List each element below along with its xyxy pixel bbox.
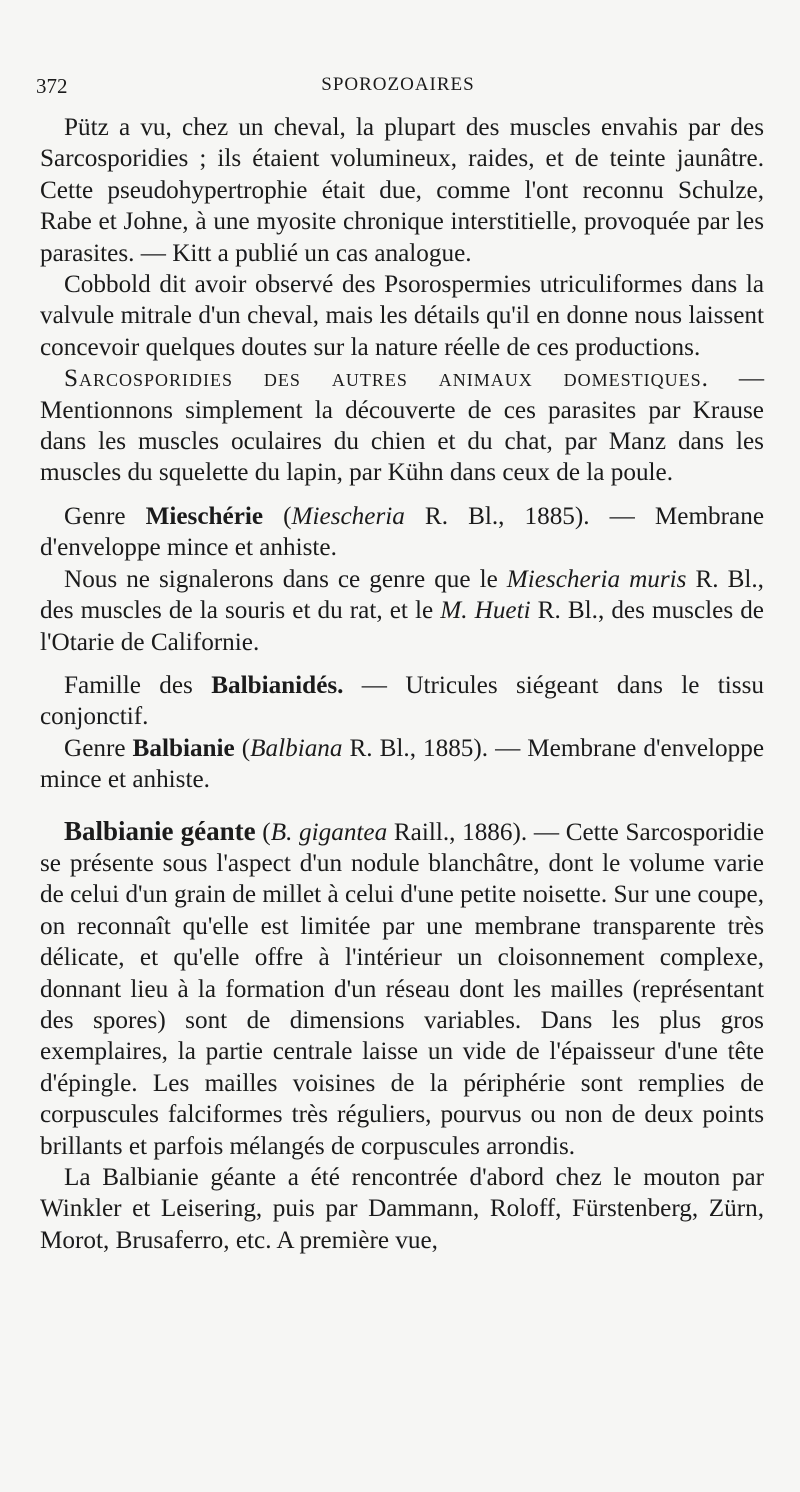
paragraph-other-animals (40, 363, 764, 489)
paragraph-occurrence: La Balbianie géante a été rencontrée d'abord chez le mouton par Winkler et Leisering, puis par Dammann, Roloff, Fürstenberg, Zürn, Morot, Brusaferro, etc. A première vue, (40, 1164, 764, 1254)
species-heading: Balbianie géante (64, 815, 256, 846)
paren-open: ( (234, 734, 251, 762)
paren-open: ( (255, 818, 271, 846)
page-body (40, 112, 764, 1256)
text-segment: R. Bl., des muscles de l'Otarie de Californie. (40, 597, 764, 656)
species-description: Raill., 1886). — Cette Sarcosporidie se présente sous l'aspect d'un nodule blanchâtre, dont le volume varie de celui d'un grain de millet à celui d'une petite noisette. Sur une coupe, on reconnaît qu'elle est limitée par une membrane transparente très délicate, et qu'elle offre à l'intérieur un cloisonnement complexe, donnant lieu à la formation d'un réseau dont les mailles (représentant des spores) sont de dimensions variables. Dans les plus gros exemplaires, la partie centrale laisse un vide de l'épaisseur d'une tête d'épingle. Les mailles voisines de la périphérie sont remplies de corpuscules falciformes très réguliers, pourvus ou non de deux points brillants et parfois mélangés de corpuscules arrondis. (40, 818, 765, 1160)
genus-latin-name: Balbiana (250, 734, 343, 762)
family-description: — Utricules siégeant dans le tissu conjonctif. (40, 671, 765, 731)
paren-open: ( (263, 502, 292, 530)
text-segment: Nous ne signalerons dans ce genre que le (64, 565, 507, 593)
species-latin-name: B. gigantea (270, 818, 388, 846)
genus-name: Mieschérie (145, 502, 264, 530)
genus-authority: R. Bl., 1885). — Membrane d'enveloppe mince et anhiste. (40, 734, 765, 794)
genus-prefix: Genre (64, 734, 133, 762)
family-balbianides (40, 670, 764, 733)
genus-prefix: Genre (64, 502, 146, 530)
family-name: Balbianidés. (211, 671, 344, 699)
family-prefix: Famille des (64, 671, 212, 699)
section-heading: Sarcosporidies des autres animaux domestiques. (64, 365, 709, 393)
genus-authority: R. Bl., 1885). — Membrane d'enveloppe mince et anhiste. (40, 502, 764, 562)
genus-miescheria (40, 501, 764, 564)
genus-latin-name: Miescheria (291, 502, 405, 530)
species-name: M. Hueti (440, 597, 531, 625)
paragraph-miescheria-species (40, 564, 764, 658)
text-segment: R. Bl., des muscles de la souris et du rat, et le (40, 565, 764, 625)
paragraph-cobbold: Cobbold dit avoir observé des Psorospermies utriculiformes dans la valvule mitrale d'un cheval, mais les détails qu'il en donne nous laissent concevoir quelques doutes sur la nature réelle de ces productions. (40, 271, 764, 361)
paragraph-text: — Mentionnons simplement la découverte de ces parasites par Krause dans les muscles oculaires du chien et du chat, par Manz dans les muscles du squelette du lapin, par Kühn dans ceux de la poule. (40, 365, 765, 487)
genus-balbiana (40, 733, 764, 796)
genus-name: Balbianie (132, 734, 235, 762)
species-name: Miescheria muris (506, 565, 687, 593)
paragraph-putz: Pütz a vu, chez un cheval, la plupart des muscles envahis par des Sarcosporidies ; ils étaient volumineux, raides, et de teinte jaunâtre. Cette pseudohypertrophie était due, comme l'ont reconnu Schulze, Rabe et Johne, à une myosite chronique interstitielle, provoquée par les parasites. — Kitt a publié un cas analogue. (40, 114, 764, 267)
page-header (36, 74, 760, 104)
running-title: SPOROZOAIRES (321, 74, 475, 95)
page-number: 372 (36, 74, 68, 98)
species-balbianie-geante (40, 816, 764, 1162)
